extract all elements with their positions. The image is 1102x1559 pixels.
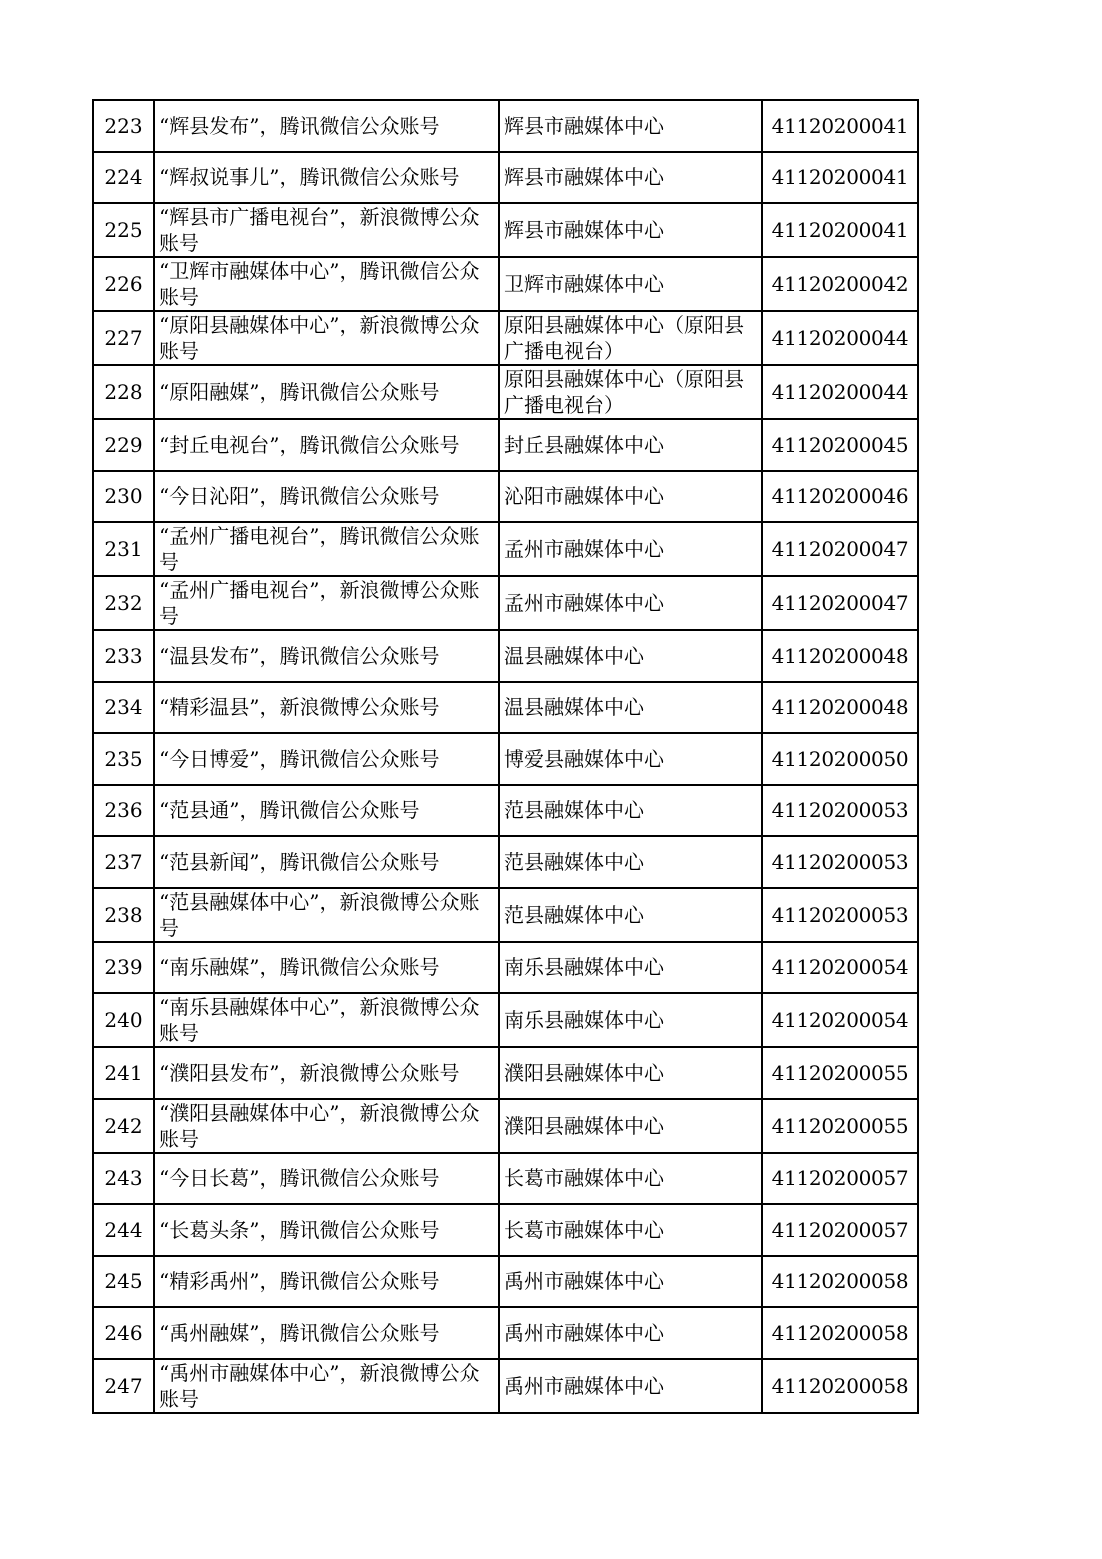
registration-code: 41120200053 bbox=[762, 836, 918, 888]
organization-name: 范县融媒体中心 bbox=[499, 785, 762, 837]
table-row bbox=[93, 1307, 918, 1359]
registration-code: 41120200058 bbox=[762, 1359, 918, 1413]
registration-code: 41120200044 bbox=[762, 365, 918, 419]
organization-name: 禹州市融媒体中心 bbox=[499, 1256, 762, 1308]
row-number: 228 bbox=[93, 365, 154, 419]
account-name: “范县新闻”，腾讯微信公众账号 bbox=[154, 836, 499, 888]
table-row bbox=[93, 311, 918, 365]
account-name: “辉县发布”，腾讯微信公众账号 bbox=[154, 100, 499, 152]
organization-name: 辉县市融媒体中心 bbox=[499, 152, 762, 204]
account-name: “辉叔说事儿”，腾讯微信公众账号 bbox=[154, 152, 499, 204]
registration-code: 41120200041 bbox=[762, 203, 918, 257]
registration-code: 41120200055 bbox=[762, 1047, 918, 1099]
table-row bbox=[93, 1047, 918, 1099]
row-number: 242 bbox=[93, 1099, 154, 1153]
registration-code: 41120200055 bbox=[762, 1099, 918, 1153]
row-number: 225 bbox=[93, 203, 154, 257]
registration-code: 41120200050 bbox=[762, 733, 918, 785]
registration-code: 41120200054 bbox=[762, 993, 918, 1047]
organization-name: 原阳县融媒体中心（原阳县广播电视台） bbox=[499, 365, 762, 419]
row-number: 224 bbox=[93, 152, 154, 204]
registration-code: 41120200057 bbox=[762, 1153, 918, 1205]
account-name: “禹州市融媒体中心”，新浪微博公众账号 bbox=[154, 1359, 499, 1413]
registration-code: 41120200042 bbox=[762, 257, 918, 311]
table-row bbox=[93, 630, 918, 682]
account-name: “精彩温县”，新浪微博公众账号 bbox=[154, 682, 499, 734]
table-row bbox=[93, 1204, 918, 1256]
table-row bbox=[93, 522, 918, 576]
table-row bbox=[93, 576, 918, 630]
organization-name: 濮阳县融媒体中心 bbox=[499, 1099, 762, 1153]
organization-name: 禹州市融媒体中心 bbox=[499, 1307, 762, 1359]
table-row bbox=[93, 1256, 918, 1308]
row-number: 223 bbox=[93, 100, 154, 152]
account-name: “长葛头条”，腾讯微信公众账号 bbox=[154, 1204, 499, 1256]
row-number: 240 bbox=[93, 993, 154, 1047]
table-row bbox=[93, 100, 918, 152]
row-number: 231 bbox=[93, 522, 154, 576]
row-number: 229 bbox=[93, 419, 154, 471]
row-number: 230 bbox=[93, 471, 154, 523]
table-row bbox=[93, 888, 918, 942]
account-name: “濮阳县融媒体中心”，新浪微博公众账号 bbox=[154, 1099, 499, 1153]
row-number: 227 bbox=[93, 311, 154, 365]
row-number: 246 bbox=[93, 1307, 154, 1359]
account-name: “濮阳县发布”，新浪微博公众账号 bbox=[154, 1047, 499, 1099]
registration-code: 41120200053 bbox=[762, 785, 918, 837]
registration-code: 41120200053 bbox=[762, 888, 918, 942]
organization-name: 原阳县融媒体中心（原阳县广播电视台） bbox=[499, 311, 762, 365]
row-number: 243 bbox=[93, 1153, 154, 1205]
registration-code: 41120200058 bbox=[762, 1307, 918, 1359]
table-row bbox=[93, 785, 918, 837]
organization-name: 辉县市融媒体中心 bbox=[499, 100, 762, 152]
row-number: 226 bbox=[93, 257, 154, 311]
account-name: “今日沁阳”，腾讯微信公众账号 bbox=[154, 471, 499, 523]
table-row bbox=[93, 1099, 918, 1153]
organization-name: 长葛市融媒体中心 bbox=[499, 1204, 762, 1256]
row-number: 239 bbox=[93, 942, 154, 994]
account-name: “南乐县融媒体中心”，新浪微博公众账号 bbox=[154, 993, 499, 1047]
organization-name: 辉县市融媒体中心 bbox=[499, 203, 762, 257]
organization-name: 孟州市融媒体中心 bbox=[499, 576, 762, 630]
organization-name: 濮阳县融媒体中心 bbox=[499, 1047, 762, 1099]
registration-code: 41120200048 bbox=[762, 682, 918, 734]
organization-name: 封丘县融媒体中心 bbox=[499, 419, 762, 471]
table-row bbox=[93, 836, 918, 888]
account-name: “禹州融媒”，腾讯微信公众账号 bbox=[154, 1307, 499, 1359]
account-name: “卫辉市融媒体中心”，腾讯微信公众账号 bbox=[154, 257, 499, 311]
registration-code: 41120200054 bbox=[762, 942, 918, 994]
row-number: 244 bbox=[93, 1204, 154, 1256]
organization-name: 温县融媒体中心 bbox=[499, 682, 762, 734]
account-name: “今日博爱”，腾讯微信公众账号 bbox=[154, 733, 499, 785]
row-number: 245 bbox=[93, 1256, 154, 1308]
table-row bbox=[93, 365, 918, 419]
account-name: “封丘电视台”，腾讯微信公众账号 bbox=[154, 419, 499, 471]
registry-table bbox=[92, 99, 919, 1414]
row-number: 238 bbox=[93, 888, 154, 942]
account-name: “精彩禹州”，腾讯微信公众账号 bbox=[154, 1256, 499, 1308]
row-number: 241 bbox=[93, 1047, 154, 1099]
organization-name: 孟州市融媒体中心 bbox=[499, 522, 762, 576]
organization-name: 范县融媒体中心 bbox=[499, 888, 762, 942]
account-name: “原阳县融媒体中心”，新浪微博公众账号 bbox=[154, 311, 499, 365]
registry-table-body bbox=[93, 100, 918, 1413]
account-name: “温县发布”，腾讯微信公众账号 bbox=[154, 630, 499, 682]
organization-name: 长葛市融媒体中心 bbox=[499, 1153, 762, 1205]
registration-code: 41120200041 bbox=[762, 100, 918, 152]
table-row bbox=[93, 471, 918, 523]
organization-name: 禹州市融媒体中心 bbox=[499, 1359, 762, 1413]
organization-name: 南乐县融媒体中心 bbox=[499, 993, 762, 1047]
row-number: 233 bbox=[93, 630, 154, 682]
table-row bbox=[93, 733, 918, 785]
organization-name: 南乐县融媒体中心 bbox=[499, 942, 762, 994]
registration-code: 41120200047 bbox=[762, 576, 918, 630]
table-row bbox=[93, 1359, 918, 1413]
table-row bbox=[93, 203, 918, 257]
organization-name: 范县融媒体中心 bbox=[499, 836, 762, 888]
table-row bbox=[93, 993, 918, 1047]
registration-code: 41120200045 bbox=[762, 419, 918, 471]
row-number: 232 bbox=[93, 576, 154, 630]
table-row bbox=[93, 1153, 918, 1205]
registration-code: 41120200058 bbox=[762, 1256, 918, 1308]
row-number: 234 bbox=[93, 682, 154, 734]
account-name: “辉县市广播电视台”，新浪微博公众账号 bbox=[154, 203, 499, 257]
row-number: 237 bbox=[93, 836, 154, 888]
account-name: “范县通”，腾讯微信公众账号 bbox=[154, 785, 499, 837]
account-name: “原阳融媒”，腾讯微信公众账号 bbox=[154, 365, 499, 419]
registration-code: 41120200047 bbox=[762, 522, 918, 576]
organization-name: 温县融媒体中心 bbox=[499, 630, 762, 682]
table-row bbox=[93, 257, 918, 311]
account-name: “南乐融媒”，腾讯微信公众账号 bbox=[154, 942, 499, 994]
organization-name: 博爱县融媒体中心 bbox=[499, 733, 762, 785]
registration-code: 41120200044 bbox=[762, 311, 918, 365]
table-row bbox=[93, 419, 918, 471]
account-name: “今日长葛”，腾讯微信公众账号 bbox=[154, 1153, 499, 1205]
account-name: “孟州广播电视台”，新浪微博公众账号 bbox=[154, 576, 499, 630]
registration-code: 41120200057 bbox=[762, 1204, 918, 1256]
account-name: “孟州广播电视台”，腾讯微信公众账号 bbox=[154, 522, 499, 576]
row-number: 236 bbox=[93, 785, 154, 837]
account-name: “范县融媒体中心”，新浪微博公众账号 bbox=[154, 888, 499, 942]
organization-name: 卫辉市融媒体中心 bbox=[499, 257, 762, 311]
table-row bbox=[93, 682, 918, 734]
table-row bbox=[93, 942, 918, 994]
organization-name: 沁阳市融媒体中心 bbox=[499, 471, 762, 523]
registration-code: 41120200046 bbox=[762, 471, 918, 523]
registration-code: 41120200041 bbox=[762, 152, 918, 204]
table-row bbox=[93, 152, 918, 204]
registration-code: 41120200048 bbox=[762, 630, 918, 682]
row-number: 235 bbox=[93, 733, 154, 785]
row-number: 247 bbox=[93, 1359, 154, 1413]
